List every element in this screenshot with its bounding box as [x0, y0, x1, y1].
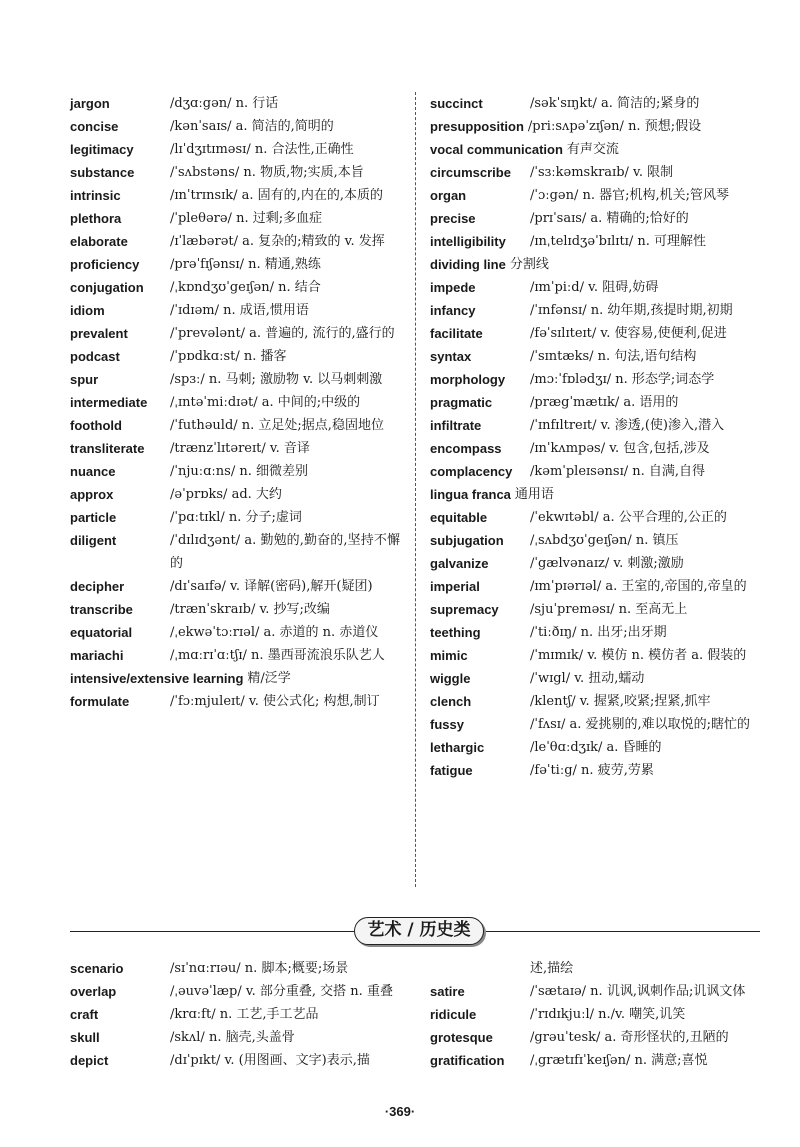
vocab-word: particle [70, 510, 117, 525]
vocab-word: ridicule [430, 1007, 477, 1022]
vocab-definition: /ˈsætaɪə/ n. 讥讽,讽刺作品;讥讽文体 [530, 984, 746, 999]
vocab-entry [70, 437, 400, 460]
vocab-entry [70, 92, 400, 115]
vocab-definition: /klentʃ/ v. 握紧,咬紧;捏紧,抓牢 [530, 694, 711, 709]
vocab-definition: /ˈsɜːkəmskraɪb/ v. 限制 [530, 165, 674, 180]
vocab-entry [70, 230, 400, 253]
vocab-word: equitable [430, 510, 488, 525]
vocab-entry [70, 368, 400, 391]
vocab-entry [70, 391, 400, 414]
vocab-word: scenario [70, 961, 124, 976]
vocab-definition: /ˈfʌsɪ/ a. 爱挑剔的,难以取悦的;瞎忙的 [530, 717, 750, 732]
vocab-entry [430, 138, 760, 161]
vocab-word: wiggle [430, 671, 471, 686]
column-divider [415, 92, 416, 887]
vocab-entry [70, 322, 400, 345]
vocab-entry [70, 115, 400, 138]
vocab-word: nuance [70, 464, 116, 479]
vocab-entry [430, 980, 760, 1003]
vocab-word: organ [430, 188, 467, 203]
vocab-definition: /prɪˈsaɪs/ a. 精确的;恰好的 [530, 211, 689, 226]
vocab-definition: /ˈsʌbstəns/ n. 物质,物;实质,本旨 [170, 165, 364, 180]
vocab-entry [430, 322, 760, 345]
vocab-word: formulate [70, 694, 130, 709]
vocab-entry [70, 483, 400, 506]
vocab-word: approx [70, 487, 114, 502]
vocab-word: gratification [430, 1053, 505, 1068]
vocab-definition: /ˌmɑːrɪˈɑːtʃɪ/ n. 墨西哥流浪乐队艺人 [170, 648, 385, 663]
vocab-word: concise [70, 119, 119, 134]
section-title: 艺术 / 历史类 [354, 917, 484, 945]
vocab-word: precise [430, 211, 476, 226]
vocab-entry [70, 575, 400, 598]
vocab-word: spur [70, 372, 99, 387]
vocab-entry [70, 1026, 400, 1049]
vocab-entry [430, 621, 760, 644]
vocab-definition: /ɪnˌtelɪdʒəˈbɪlɪtɪ/ n. 可理解性 [530, 234, 706, 249]
vocab-entry [70, 161, 400, 184]
vocab-word: complacency [430, 464, 513, 479]
vocab-entry [70, 506, 400, 529]
vocab-entry [430, 1026, 760, 1049]
vocab-word: overlap [70, 984, 117, 999]
vocab-entry [430, 253, 760, 276]
vocab-definition: /ˌsʌbdʒʊˈgeɪʃən/ n. 镇压 [530, 533, 679, 548]
vocab-word: infancy [430, 303, 476, 318]
vocab-definition: /sɪˈnɑːrɪəu/ n. 脚本;概要;场景 [170, 961, 349, 976]
right-column-1 [430, 92, 760, 782]
vocab-entry [430, 391, 760, 414]
vocab-definition: /ˈpɑːtɪkl/ n. 分子;虚词 [170, 510, 302, 525]
vocab-entry [430, 1049, 760, 1072]
vocab-word: pragmatic [430, 395, 493, 410]
vocab-definition: /ɪnˈtrɪnsɪk/ a. 固有的,内在的,本质的 [170, 188, 383, 203]
vocab-definition: /trænzˈlɪtəreɪt/ v. 音译 [170, 441, 310, 456]
vocab-word: prevalent [70, 326, 128, 341]
vocab-word: elaborate [70, 234, 128, 249]
vocab-definition: /fəˈsɪlɪteɪt/ v. 使容易,使便利,促进 [530, 326, 727, 341]
vocab-word: subjugation [430, 533, 504, 548]
vocab-word: equatorial [70, 625, 133, 640]
vocab-word: intensive/extensive learning [70, 671, 244, 686]
vocab-word: mimic [430, 648, 468, 663]
page-number: ·369· [384, 1104, 416, 1119]
vocab-entry [430, 690, 760, 713]
vocab-entry [430, 437, 760, 460]
vocab-entry [430, 644, 760, 667]
vocab-definition: /ˈɪnfɪltreɪt/ v. 渗透,(使)渗入,潜入 [530, 418, 725, 433]
vocab-word: dividing line [430, 257, 506, 272]
vocab-definition: /trænˈskraɪb/ v. 抄写;改编 [170, 602, 330, 617]
vocab-definition: /ɪˈlæbərət/ a. 复杂的;精致的 v. 发挥 [170, 234, 385, 249]
vocab-word: transcribe [70, 602, 133, 617]
vocab-definition: /ˈmɪmɪk/ v. 模仿 n. 模仿者 a. 假装的 [530, 648, 747, 663]
vocab-word: mariachi [70, 648, 124, 663]
vocab-definition: /ˈnjuːɑːns/ n. 细微差别 [170, 464, 309, 479]
vocab-word: supremacy [430, 602, 499, 617]
vocab-word: conjugation [70, 280, 144, 295]
vocab-word: depict [70, 1053, 109, 1068]
vocab-entry [70, 1003, 400, 1026]
vocab-definition: /krɑːft/ n. 工艺,手工艺品 [170, 1007, 319, 1022]
section-rule-right [486, 931, 760, 932]
vocab-entry [70, 667, 400, 690]
vocab-definition: 述,描绘 [530, 961, 574, 976]
vocab-word: substance [70, 165, 135, 180]
vocab-definition: /ˈfuthəuld/ n. 立足处;据点,稳固地位 [170, 418, 384, 433]
vocab-definition: /əˈprɒks/ ad. 大约 [170, 487, 282, 502]
vocab-definition: /ˈprevələnt/ a. 普遍的, 流行的,盛行的 [170, 326, 395, 341]
vocab-definition: 有声交流 [566, 142, 619, 157]
vocab-definition: /ˌgrætɪfɪˈkeɪʃən/ n. 满意;喜悦 [530, 1053, 708, 1068]
vocab-definition: 通用语 [514, 487, 554, 502]
vocab-entry [70, 345, 400, 368]
vocab-word: skull [70, 1030, 100, 1045]
vocab-entry [70, 138, 400, 161]
vocab-word: decipher [70, 579, 125, 594]
vocab-word: craft [70, 1007, 99, 1022]
section-rule-left [70, 931, 354, 932]
vocab-entry [70, 207, 400, 230]
vocab-definition: /ɪmˈpɪərɪəl/ a. 王室的,帝国的,帝皇的 [530, 579, 747, 594]
vocab-entry [430, 598, 760, 621]
vocab-entry [70, 184, 400, 207]
vocab-definition: /ˌəuvəˈlæp/ v. 部分重叠, 交搭 n. 重叠 [170, 984, 393, 999]
vocab-entry [430, 115, 760, 138]
vocab-entry [430, 552, 760, 575]
vocab-entry [70, 957, 400, 980]
vocab-word: presupposition [430, 119, 524, 134]
vocab-definition: /priːsʌpəˈzɪʃən/ n. 预想;假设 [527, 119, 702, 134]
vocab-entry [70, 690, 400, 713]
vocab-word: succinct [430, 96, 483, 111]
vocab-entry [70, 529, 400, 575]
vocab-definition: /ˈɔːgən/ n. 器官;机构,机关;管风琴 [530, 188, 730, 203]
vocab-entry [70, 299, 400, 322]
vocab-definition: /kənˈsaɪs/ a. 简洁的,简明的 [170, 119, 334, 134]
vocab-definition: /ˈɪnfənsɪ/ n. 幼年期,孩提时期,初期 [530, 303, 733, 318]
vocab-definition: /lɪˈdʒɪtɪməsɪ/ n. 合法性,正确性 [170, 142, 354, 157]
vocab-entry [430, 483, 760, 506]
vocab-definition: /sjuˈpreməsɪ/ n. 至高无上 [530, 602, 688, 617]
vocab-word: teething [430, 625, 481, 640]
vocab-entry [430, 414, 760, 437]
vocab-word: infiltrate [430, 418, 482, 433]
vocab-word: morphology [430, 372, 506, 387]
vocab-definition: /ˌkɒndʒʊˈgeɪʃən/ n. 结合 [170, 280, 321, 295]
vocab-entry [70, 1049, 400, 1072]
vocab-word: fatigue [430, 763, 473, 778]
vocab-entry [430, 161, 760, 184]
vocab-entry [430, 184, 760, 207]
vocab-word: transliterate [70, 441, 145, 456]
vocab-entry [430, 1003, 760, 1026]
vocab-entry [70, 980, 400, 1003]
right-column-2 [430, 957, 760, 1072]
vocab-entry [430, 529, 760, 552]
vocab-definition: /mɔːˈfɒlədʒɪ/ n. 形态学;词态学 [530, 372, 715, 387]
vocab-word: idiom [70, 303, 105, 318]
vocab-definition: /ˈrɪdɪkjuːl/ n./v. 嘲笑,讥笑 [530, 1007, 686, 1022]
vocab-word: satire [430, 984, 465, 999]
vocab-entry [430, 299, 760, 322]
vocab-definition: 精/泛学 [247, 671, 291, 686]
vocab-entry [430, 759, 760, 782]
vocab-entry [430, 460, 760, 483]
vocab-definition: 分割线 [509, 257, 549, 272]
vocab-definition: /ˈɪdɪəm/ n. 成语,惯用语 [170, 303, 309, 318]
vocab-definition: /ɪmˈpiːd/ v. 阻碍,妨碍 [530, 280, 659, 295]
vocab-definition: /prəˈfɪʃənsɪ/ n. 精通,熟练 [170, 257, 321, 272]
vocab-word: encompass [430, 441, 502, 456]
vocab-definition: /dɪˈsaɪfə/ v. 译解(密码),解开(疑团) [170, 579, 373, 594]
vocab-word: plethora [70, 211, 122, 226]
vocab-definition: /leˈθɑːdʒɪk/ a. 昏睡的 [530, 740, 662, 755]
vocab-entry [430, 368, 760, 391]
vocab-entry [430, 506, 760, 529]
vocab-definition: /dʒɑːgən/ n. 行话 [170, 96, 279, 111]
vocab-definition: /ˈekwɪtəbl/ a. 公平合理的,公正的 [530, 510, 727, 525]
vocab-entry [430, 713, 760, 736]
vocab-entry [430, 207, 760, 230]
vocab-word: intermediate [70, 395, 148, 410]
vocab-entry [70, 621, 400, 644]
vocab-entry [430, 667, 760, 690]
vocab-definition: /ˈdɪlɪdʒənt/ a. 勤勉的,勤奋的,坚持不懈的 [170, 533, 400, 571]
vocab-word: legitimacy [70, 142, 134, 157]
vocab-word: clench [430, 694, 472, 709]
vocab-entry [70, 414, 400, 437]
vocab-word: impede [430, 280, 476, 295]
vocab-entry [430, 276, 760, 299]
vocab-entry [70, 253, 400, 276]
vocab-definition: /ˈfɔːmjuleɪt/ v. 使公式化; 构想,制订 [170, 694, 380, 709]
vocab-definition: /spɜː/ n. 马刺; 激励物 v. 以马刺刺激 [170, 372, 383, 387]
left-column-2 [70, 957, 400, 1072]
vocab-word: diligent [70, 533, 117, 548]
vocab-definition: /ˈpɒdkɑːst/ n. 播客 [170, 349, 287, 364]
vocab-word: grotesque [430, 1030, 493, 1045]
vocab-definition: /ˈgælvənaɪz/ v. 刺激;激励 [530, 556, 684, 571]
vocab-definition: /dɪˈpɪkt/ v. (用图画、文字)表示,描 [170, 1053, 370, 1068]
vocab-entry [70, 644, 400, 667]
vocab-word: imperial [430, 579, 480, 594]
vocab-word: jargon [70, 96, 110, 111]
vocab-word: fussy [430, 717, 464, 732]
vocab-definition: /ˈwɪgl/ v. 扭动,蠕动 [530, 671, 645, 686]
vocab-word: vocal communication [430, 142, 563, 157]
vocab-definition: /skʌl/ n. 脑壳,头盖骨 [170, 1030, 295, 1045]
vocab-entry [430, 736, 760, 759]
vocab-word: syntax [430, 349, 472, 364]
vocab-definition: /kəmˈpleɪsənsɪ/ n. 自满,自得 [530, 464, 706, 479]
vocab-entry [70, 276, 400, 299]
vocab-word: facilitate [430, 326, 483, 341]
vocab-word: circumscribe [430, 165, 511, 180]
vocab-word: lingua franca [430, 487, 511, 502]
vocab-definition: /ˈsɪntæks/ n. 句法,语句结构 [530, 349, 697, 364]
vocab-word [430, 957, 530, 980]
vocab-word: intrinsic [70, 188, 121, 203]
vocab-word: lethargic [430, 740, 485, 755]
vocab-definition: /fəˈtiːg/ n. 疲劳,劳累 [530, 763, 654, 778]
vocab-definition: /ˌekwəˈtɔːrɪəl/ a. 赤道的 n. 赤道仪 [170, 625, 379, 640]
vocab-definition: /ˈtiːðɪŋ/ n. 出牙;出牙期 [530, 625, 667, 640]
vocab-entry [430, 957, 760, 980]
vocab-definition: /grəuˈtesk/ a. 奇形怪状的,丑陋的 [530, 1030, 729, 1045]
vocab-word: proficiency [70, 257, 140, 272]
vocab-entry [70, 598, 400, 621]
vocab-entry [430, 345, 760, 368]
vocab-word: galvanize [430, 556, 489, 571]
vocab-word: intelligibility [430, 234, 506, 249]
vocab-entry [70, 460, 400, 483]
vocab-entry [430, 575, 760, 598]
left-column-1 [70, 92, 400, 713]
vocab-word: foothold [70, 418, 122, 433]
vocab-entry [430, 230, 760, 253]
vocab-definition: /ɪnˈkʌmpəs/ v. 包含,包括,涉及 [530, 441, 710, 456]
vocab-definition: /ˌɪntəˈmiːdɪət/ a. 中间的;中级的 [170, 395, 361, 410]
vocab-word: podcast [70, 349, 120, 364]
vocab-entry [430, 92, 760, 115]
vocab-definition: /prægˈmætɪk/ a. 语用的 [530, 395, 679, 410]
vocab-definition: /səkˈsɪŋkt/ a. 简洁的;紧身的 [530, 96, 700, 111]
vocab-definition: /ˈpleθərə/ n. 过剩;多血症 [170, 211, 323, 226]
